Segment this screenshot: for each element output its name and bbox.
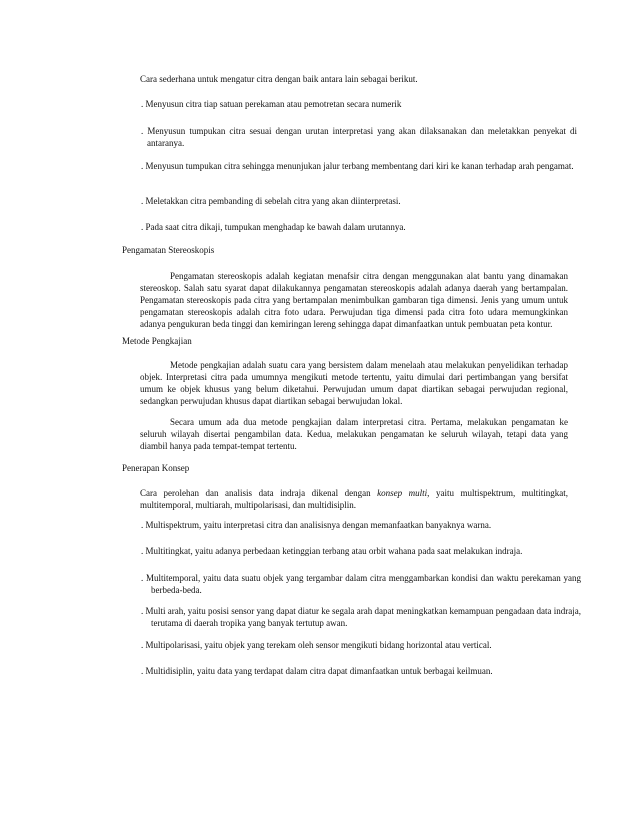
konsep-item-multitemporal: . Multitemporal, yaitu data suatu objek yang tergambar dalam citra menggambarkan kondisi dan waktu perekaman yang berbeda-beda. bbox=[141, 573, 581, 595]
heading-penerapan-konsep: Penerapan Konsep bbox=[122, 463, 190, 473]
konsep-item-multispektrum: . Multispektrum, yaitu interpretasi citra dan analisisnya dengan memanfaatkan banyaknya warna. bbox=[141, 520, 492, 530]
step-item-4: . Meletakkan citra pembanding di sebelah citra yang akan diinterpretasi. bbox=[141, 196, 401, 206]
metode-paragraph-1: Metode pengkajian adalah suatu cara yang bersistem dalam menelaah atau melakukan penyelidikan terhadap objek. Interpretasi citra pada umumnya mengikuti metode tertentu, yaitu dimulai dari pertimbangan yang bersifat umum ke objek khusus yang belum diketahui. Perwujudan umum dapat diartikan sebagai perwujudan regional, sedangkan perwujudan khusus dapat diartikan sebagai berwujudan lokal. bbox=[140, 360, 568, 406]
heading-metode-pengkajian: Metode Pengkajian bbox=[122, 336, 192, 346]
heading-pengamatan-stereoskopis: Pengamatan Stereoskopis bbox=[122, 245, 215, 255]
penerapan-intro-emphasis: konsep multi bbox=[377, 488, 428, 498]
step-item-3: . Menyusun tumpukan citra sehingga menunjukan jalur terbang membentang dari kiri ke kanan terhadap arah pengamat. bbox=[141, 161, 574, 171]
penerapan-intro-post: , yaitu multispektrum, multitingkat, multitemporal, multiarah, multipolarisasi, dan multidisiplin. bbox=[140, 488, 568, 510]
intro-paragraph: Cara sederhana untuk mengatur citra dengan baik antara lain sebagai berikut. bbox=[140, 74, 418, 84]
konsep-item-multiarah: . Multi arah, yaitu posisi sensor yang dapat diatur ke segala arah dapat meningkatkan kemampuan pengadaan data indraja, terutama di daerah tropika yang banyak tertutup awan. bbox=[141, 606, 581, 628]
metode-paragraph-2: Secara umum ada dua metode pengkajian dalam interpretasi citra. Pertama, melakukan pengamatan ke seluruh wilayah disertai pengambilan data. Kedua, melakukan pengamatan ke seluruh wilayah, tetapi data yang diambil hanya pada tempat-tempat tertentu. bbox=[140, 417, 568, 451]
penerapan-intro-paragraph bbox=[140, 487, 568, 511]
stereoskopis-paragraph: Pengamatan stereoskopis adalah kegiatan menafsir citra dengan menggunakan alat bantu yang dinamakan stereoskop. Salah satu syarat dapat dilakukannya pengamatan stereoskopis adalah adanya daerah yang bertampalan. Pengamatan stereoskopis pada citra yang bertampalan menimbulkan gambaran tiga dimensi. Jenis yang umum untuk pengamatan stereoskopis adalah citra foto udara. Perwujudan tiga dimensi pada citra foto udara memungkinkan adanya pengukuran beda tinggi dan kemiringan lereng sehingga dapat dimanfaatkan untuk pembuatan peta kontur. bbox=[140, 271, 568, 329]
konsep-item-multidisiplin: . Multidisiplin, yaitu data yang terdapat dalam citra dapat dimanfaatkan untuk berbagai keilmuan. bbox=[141, 666, 493, 676]
penerapan-intro-pre: Cara perolehan dan analisis data indraja dikenal dengan bbox=[140, 488, 378, 498]
step-item-1: . Menyusun citra tiap satuan perekaman atau pemotretan secara numerik bbox=[141, 99, 402, 109]
konsep-item-multipolarisasi: . Multipolarisasi, yaitu objek yang terekam oleh sensor mengikuti bidang horizontal atau vertical. bbox=[141, 640, 492, 650]
konsep-item-multitingkat: . Multitingkat, yaitu adanya perbedaan ketinggian terbang atau orbit wahana pada saat melakukan indraja. bbox=[141, 546, 523, 556]
step-item-5: . Pada saat citra dikaji, tumpukan menghadap ke bawah dalam urutannya. bbox=[141, 222, 406, 232]
step-item-2: . Menyusun tumpukan citra sesuai dengan urutan interpretasi yang akan dilaksanakan dan meletakkan penyekat di antaranya. bbox=[141, 126, 577, 148]
